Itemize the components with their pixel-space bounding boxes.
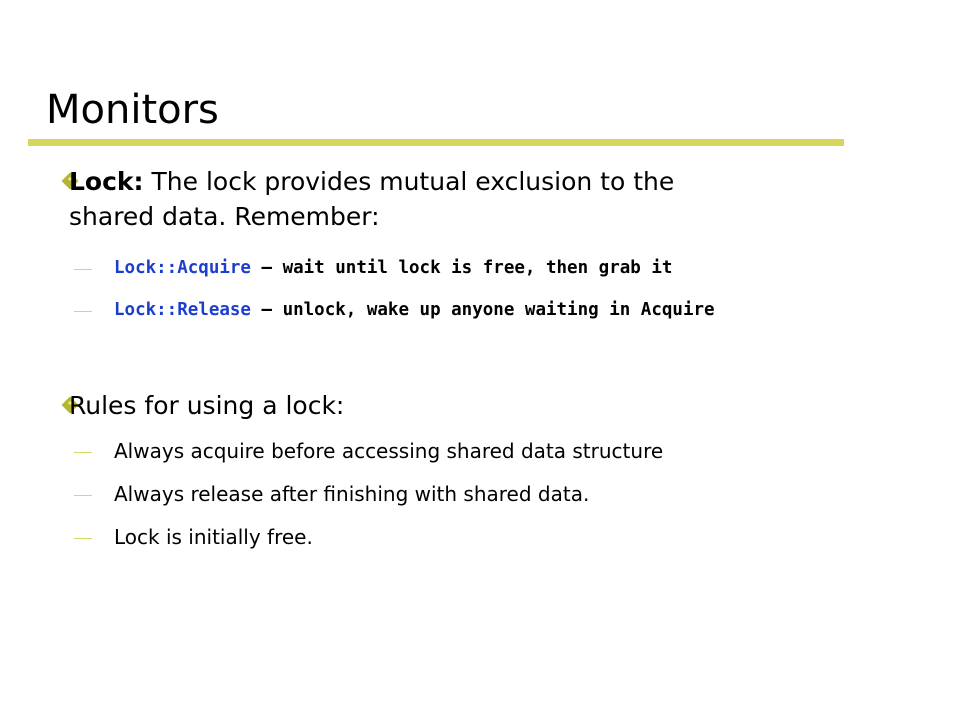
acquire-text: – wait until lock is free, then grab it — [250, 258, 673, 278]
rule-item: Always release after finishing with shared data. — [114, 482, 590, 506]
lock-label: Lock: — [69, 167, 144, 196]
subitem-release — [114, 296, 715, 324]
release-code: Lock::Release — [114, 300, 251, 320]
dash-icon — [74, 495, 92, 496]
dash-icon — [74, 452, 92, 453]
dash-icon — [74, 311, 92, 312]
lock-description-line1: The lock provides mutual exclusion to the — [143, 167, 675, 196]
slide-title: Monitors — [46, 87, 219, 133]
rule-item: Always acquire before accessing shared data structure — [114, 439, 664, 463]
subitem-acquire — [114, 254, 672, 282]
dash-icon — [74, 269, 92, 270]
rules-heading: Rules for using a lock: — [69, 391, 345, 420]
bullet-lock-text — [69, 164, 674, 200]
acquire-code: Lock::Acquire — [114, 258, 251, 278]
dash-icon — [74, 538, 92, 539]
lock-description-line2: shared data. Remember: — [69, 202, 380, 231]
title-underline — [28, 139, 844, 146]
release-text: – unlock, wake up anyone waiting in Acquire — [250, 300, 715, 320]
rule-item: Lock is initially free. — [114, 525, 313, 549]
